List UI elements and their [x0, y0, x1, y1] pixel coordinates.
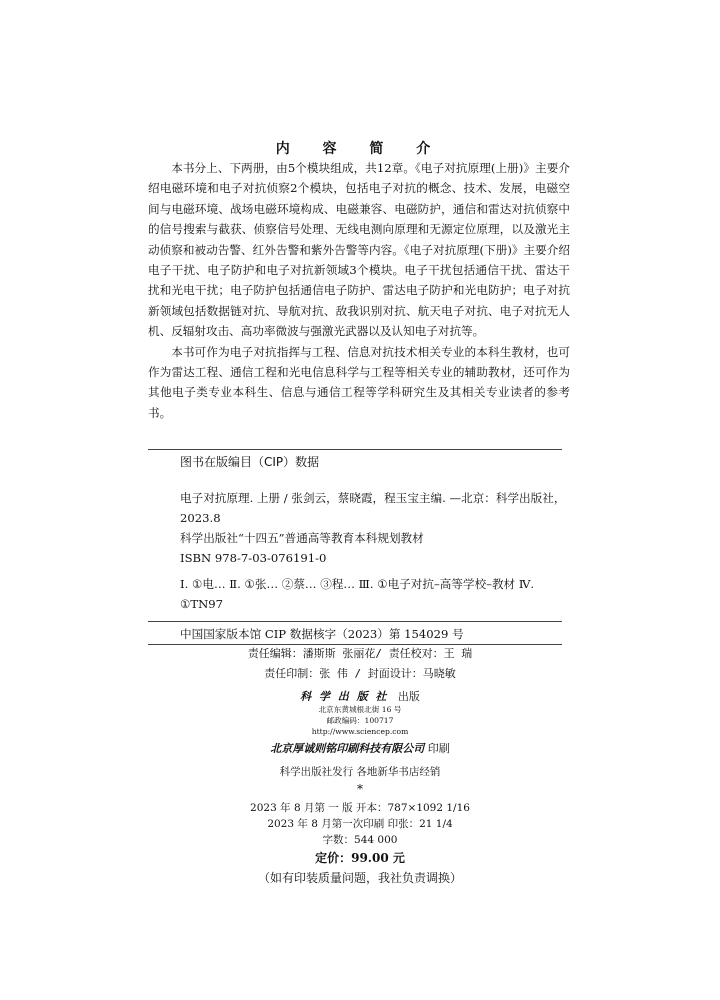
publisher-postcode: 邮政编码：100717: [326, 716, 394, 725]
quality-notice: （如有印装质量问题，我社负责调换）: [257, 871, 462, 885]
summary-body: [148, 158, 570, 423]
printer-action: 印刷: [427, 742, 450, 755]
cip-middle-rule: [148, 621, 562, 622]
printer-name: 北京厚诚则铭印刷科技有限公司: [270, 742, 425, 755]
credits-production: 责任印制：张 伟 / 封面设计：马晓敏: [264, 667, 456, 680]
publisher-line: [0, 688, 720, 704]
cip-top-rule: [148, 449, 562, 450]
summary-paragraph-2: 本书可作为电子对抗指挥与工程、信息对抗技术相关专业的本科生教材，也可作为雷达工程、通信工程和光电信息科学与工程等相关专业的辅助教材，还可作为其他电子类专业本科生、信息与通信工程等学科研究生及其相关专业读者的参考书。: [148, 344, 570, 420]
publisher-action: 出版: [397, 690, 420, 703]
cip-title-line: 电子对抗原理. 上册 / 张剑云，蔡晓霞，程玉宝主编. —北京：科学出版社，2023.8: [180, 491, 566, 525]
separator-star: *: [357, 782, 363, 796]
cip-series-line: 科学出版社“十四五”普通高等教育本科规划教材: [180, 531, 424, 545]
printer-line: [0, 740, 720, 756]
summary-title: 内 容 简 介: [275, 141, 445, 157]
publisher-name: 科 学 出 版 社: [300, 690, 389, 703]
cip-isbn: ISBN 978-7-03-076191-0: [180, 551, 327, 565]
printing-line: 2023 年 8 月第一次印刷 印张：21 1/4: [267, 818, 453, 830]
publisher-address: 北京东黄城根北街 16 号: [318, 705, 402, 714]
credits-editors: 责任编辑：潘斯斯 张丽花/ 责任校对：王 瑞: [247, 647, 473, 660]
word-count: 字数：544 000: [322, 834, 398, 846]
cip-heading: 图书在版编目（CIP）数据: [180, 455, 320, 469]
cip-classification: Ⅰ. ①电… Ⅱ. ①张… ②蔡… ③程… Ⅲ. ①电子对抗–高等学校–教材 Ⅳ. ①TN97: [180, 577, 535, 611]
publisher-website: http://www.sciencep.com: [311, 727, 409, 736]
distribution-line: 科学出版社发行 各地新华书店经销: [279, 766, 441, 778]
price: 定价：99.00 元: [315, 851, 405, 865]
summary-paragraph-1: 本书分上、下两册，由5个模块组成，共12章。《电子对抗原理(上册)》主要介绍电磁环境和电子对抗侦察2个模块，包括电子对抗的概念、技术、发展，电磁空间与电磁环境、战场电磁环境构成、电磁兼容、电磁防护，通信和雷达对抗侦察中的信号搜索与截获、侦察信号处理、无线电测向原理和无源定位原理，以及激光主动侦察和被动告警、红外告警和紫外告警等内容。《电子对抗原理(下册)》主要介绍电子干扰、电子防护和电子对抗新领域3个模块。电子干扰包括通信干扰、雷达干扰和光电干扰；电子防护包括通信电子防护、雷达电子防护和光电防护；电子对抗新领域包括数据链对抗、导航对抗、敌我识别对抗、航天电子对抗、电子对抗无人机、反辐射攻击、高功率微波与强激光武器以及认知电子对抗等。: [148, 161, 570, 339]
cip-record-number: 中国国家版本馆 CIP 数据核字（2023）第 154029 号: [180, 627, 464, 641]
edition-line: 2023 年 8 月第 一 版 开本：787×1092 1/16: [250, 802, 470, 814]
